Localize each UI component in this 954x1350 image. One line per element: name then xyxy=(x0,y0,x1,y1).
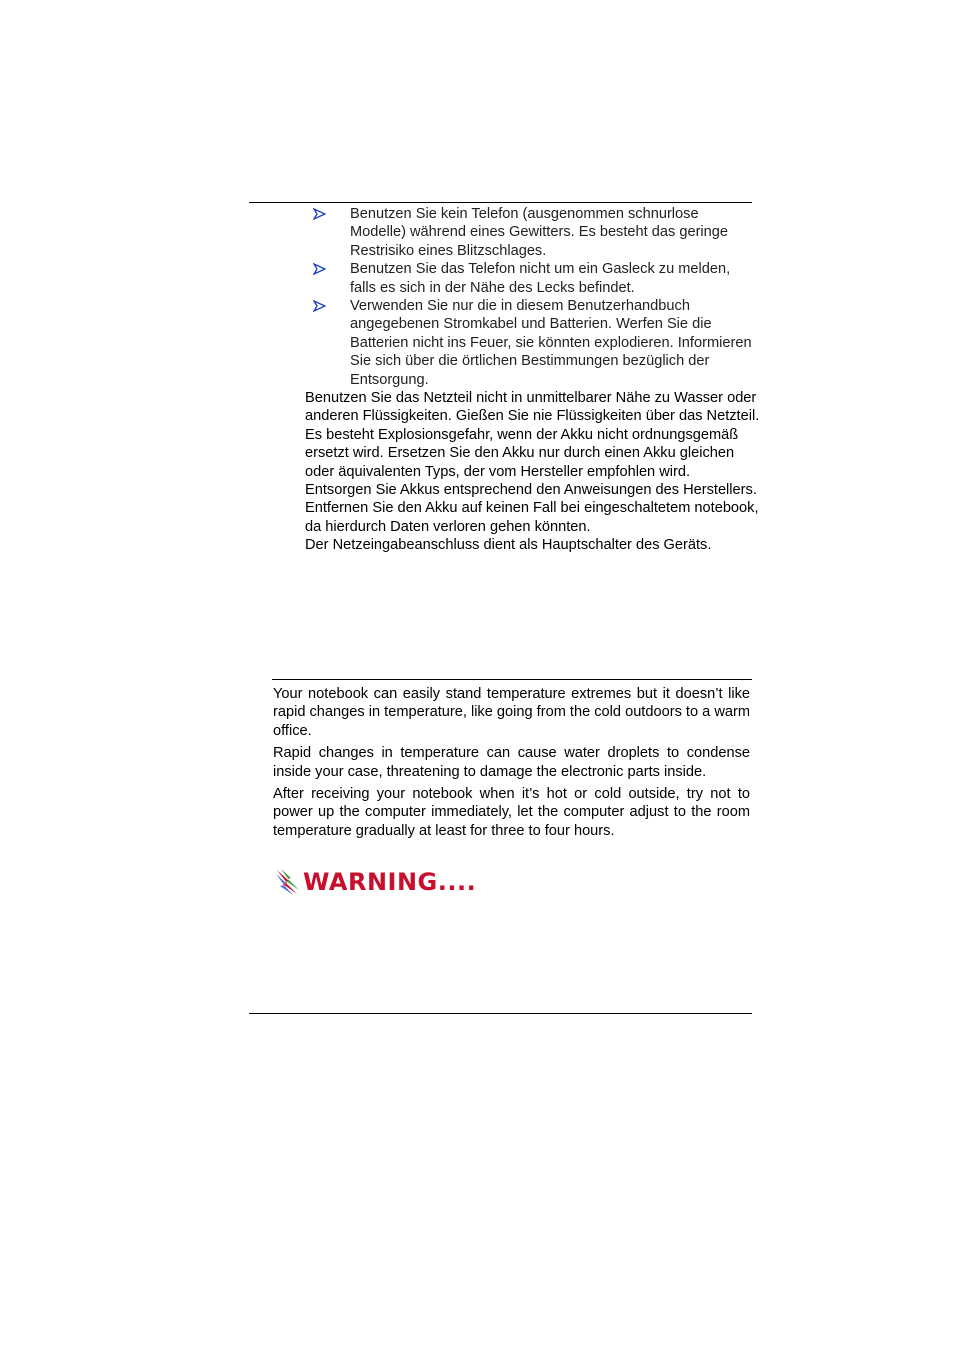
bottom-rule xyxy=(249,1013,752,1014)
warning-banner xyxy=(275,864,476,900)
warning-label: WARNING.... xyxy=(303,868,477,896)
top-rule xyxy=(249,202,752,203)
english-paragraphs xyxy=(273,685,750,844)
list-item xyxy=(305,205,755,260)
paragraph-temperature-extremes: Your notebook can easily stand temperature extremes but it doesn’t like rapid changes in temperature, like going from the cold outdoors to a warm office. xyxy=(273,686,750,739)
paragraph-adapter-water: Benutzen Sie das Netzteil nicht in unmittelbarer Nähe zu Wasser oder anderen Flüssigkeiten. Gießen Sie nie Flüssigkeiten über das Netzteil. xyxy=(305,390,760,425)
list-item xyxy=(305,260,755,297)
bullet-text: Benutzen Sie das Telefon nicht um ein Gasleck zu melden, falls es sich in der Nähe des Lecks befindet. xyxy=(350,261,731,296)
german-paragraphs xyxy=(305,389,760,555)
arrow-bullet-icon xyxy=(313,208,326,220)
bullet-text: Verwenden Sie nur die in diesem Benutzerhandbuch angegebenen Stromkabel und Batterien. Werfen Sie die Batterien nicht ins Feuer, sie könnten explodieren. Informieren Sie sich über die örtlichen Bestimmungen bezüglich der Entsorgung. xyxy=(350,298,752,388)
arrow-bullet-icon xyxy=(313,300,326,312)
list-item xyxy=(305,297,755,389)
paragraph-acclimatize: After receiving your notebook when it’s hot or cold outside, try not to power up the computer immediately, let the computer adjust to the room temperature gradually at least for three to four hours. xyxy=(273,786,750,839)
arrow-bullet-icon xyxy=(313,263,326,275)
paragraph-battery-explosion: Es besteht Explosionsgefahr, wenn der Akku nicht ordnungsgemäß ersetzt wird. Ersetzen Sie den Akku nur durch einen Akku gleichen oder äquivalenten Typs, der vom Hersteller empfohlen wird. Entsorgen Sie Akkus entsprechend den Anweisungen des Herstellers. Entfernen Sie den Akku auf keinen Fall bei eingeschaltetem notebook, da hierdurch Daten verloren gehen könnten. xyxy=(305,426,759,535)
paragraph-condensation: Rapid changes in temperature can cause water droplets to condense inside your case, threatening to damage the electronic parts inside. xyxy=(273,745,750,780)
bullet-text: Benutzen Sie kein Telefon (ausgenommen schnurlose Modelle) während eines Gewitters. Es besteht das geringe Restrisiko eines Blitzschlages. xyxy=(350,206,729,259)
safety-bullet-list xyxy=(305,205,755,389)
lightning-icon xyxy=(275,868,301,896)
paragraph-power-switch: Der Netzeingabeanschluss dient als Hauptschalter des Geräts. xyxy=(305,537,712,554)
section-rule xyxy=(272,679,752,680)
